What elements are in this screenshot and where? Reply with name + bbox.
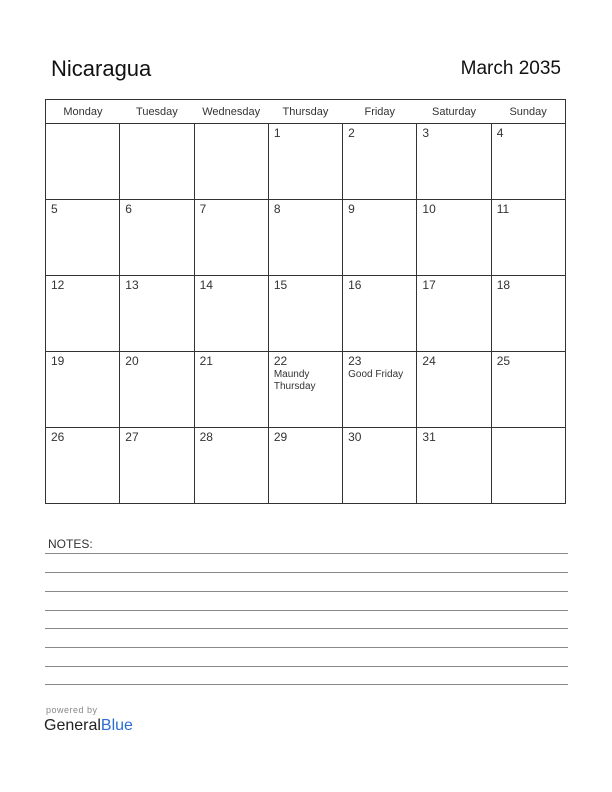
- notes-line: [45, 553, 568, 554]
- day-cell: [194, 276, 268, 352]
- notes-line: [45, 684, 568, 685]
- day-number: 27: [125, 430, 139, 444]
- weekday-header: Sunday: [491, 100, 565, 124]
- day-cell: [46, 200, 120, 276]
- day-number: 13: [125, 278, 139, 292]
- day-cell: [417, 276, 491, 352]
- day-cell: [268, 352, 342, 428]
- brand-name-part2: Blue: [100, 717, 133, 734]
- day-cell: [417, 352, 491, 428]
- day-number: 5: [51, 202, 58, 216]
- day-number: 26: [51, 430, 65, 444]
- day-cell: [46, 276, 120, 352]
- day-number: 11: [496, 202, 510, 216]
- day-number: 20: [125, 354, 139, 368]
- day-cell: [491, 124, 565, 200]
- week-row: [46, 428, 566, 504]
- day-cell: [491, 352, 565, 428]
- notes-line: [45, 647, 568, 648]
- day-number: 15: [273, 278, 288, 292]
- week-row: [46, 276, 566, 352]
- powered-by-text: powered by: [46, 705, 98, 715]
- day-cell: [343, 276, 417, 352]
- month-year-title: March 2035: [460, 58, 561, 79]
- notes-line: [45, 628, 568, 629]
- day-number: 12: [51, 278, 65, 292]
- day-number: 29: [273, 430, 288, 444]
- weekday-header: Saturday: [417, 100, 491, 124]
- day-number: 19: [51, 354, 65, 368]
- day-number: 8: [273, 202, 281, 216]
- brand-name-part1: General: [44, 717, 101, 734]
- country-title: Nicaragua: [51, 56, 152, 81]
- day-number: 2: [348, 126, 355, 140]
- notes-label: NOTES:: [48, 537, 93, 551]
- notes-line: [45, 666, 568, 667]
- day-cell: [120, 124, 194, 200]
- notes-line: [45, 572, 568, 573]
- day-number: 28: [199, 430, 213, 444]
- day-cell: [343, 428, 417, 504]
- day-number: 25: [496, 354, 511, 368]
- day-cell: [268, 200, 342, 276]
- day-cell: [268, 276, 342, 352]
- day-cell: [268, 428, 342, 504]
- day-number: 16: [348, 278, 362, 292]
- day-number: 24: [422, 354, 436, 368]
- day-cell: [194, 352, 268, 428]
- day-cell: [491, 200, 565, 276]
- day-number: 30: [348, 430, 362, 444]
- day-cell: [268, 124, 342, 200]
- weekday-header: Friday: [343, 100, 417, 124]
- notes-line: [45, 591, 568, 592]
- day-cell: [343, 200, 417, 276]
- day-number: 10: [422, 202, 436, 216]
- day-number: 31: [422, 430, 436, 444]
- day-cell: [343, 124, 417, 200]
- day-cell: [417, 124, 491, 200]
- day-cell: [120, 428, 194, 504]
- day-cell: [46, 352, 120, 428]
- day-cell: [491, 276, 565, 352]
- day-number: 21: [199, 354, 213, 368]
- day-cell: [417, 428, 491, 504]
- day-number: 3: [422, 126, 430, 140]
- day-number: 14: [199, 278, 213, 292]
- day-number: 4: [496, 126, 504, 140]
- day-number: 7: [199, 202, 207, 216]
- weekday-header: Wednesday: [194, 100, 268, 124]
- weekday-header-row: [46, 100, 566, 124]
- day-number: 22: [273, 354, 288, 368]
- week-row: [46, 352, 566, 428]
- week-row: [46, 124, 566, 200]
- day-cell: [491, 428, 565, 504]
- brand-logo: [44, 717, 133, 735]
- day-number: 6: [125, 202, 132, 216]
- day-cell: [120, 276, 194, 352]
- weekday-header: Monday: [46, 100, 120, 124]
- day-number: 17: [422, 278, 436, 292]
- holiday-label: Good Friday: [348, 369, 404, 380]
- day-cell: [120, 352, 194, 428]
- day-number: 9: [348, 202, 355, 216]
- notes-line: [45, 610, 568, 611]
- day-cell: [46, 428, 120, 504]
- day-number: 1: [273, 126, 281, 140]
- day-cell: [120, 200, 194, 276]
- day-number: 23: [348, 354, 362, 368]
- week-row: [46, 200, 566, 276]
- day-cell: [46, 124, 120, 200]
- holiday-label: Maundy Thursday: [273, 369, 316, 392]
- day-number: 18: [496, 278, 511, 292]
- weekday-header: Thursday: [268, 100, 342, 124]
- day-cell: [194, 200, 268, 276]
- weekday-header: Tuesday: [120, 100, 194, 124]
- day-cell: [194, 124, 268, 200]
- calendar-grid: [45, 99, 566, 504]
- day-cell: [194, 428, 268, 504]
- day-cell: [343, 352, 417, 428]
- day-cell: [417, 200, 491, 276]
